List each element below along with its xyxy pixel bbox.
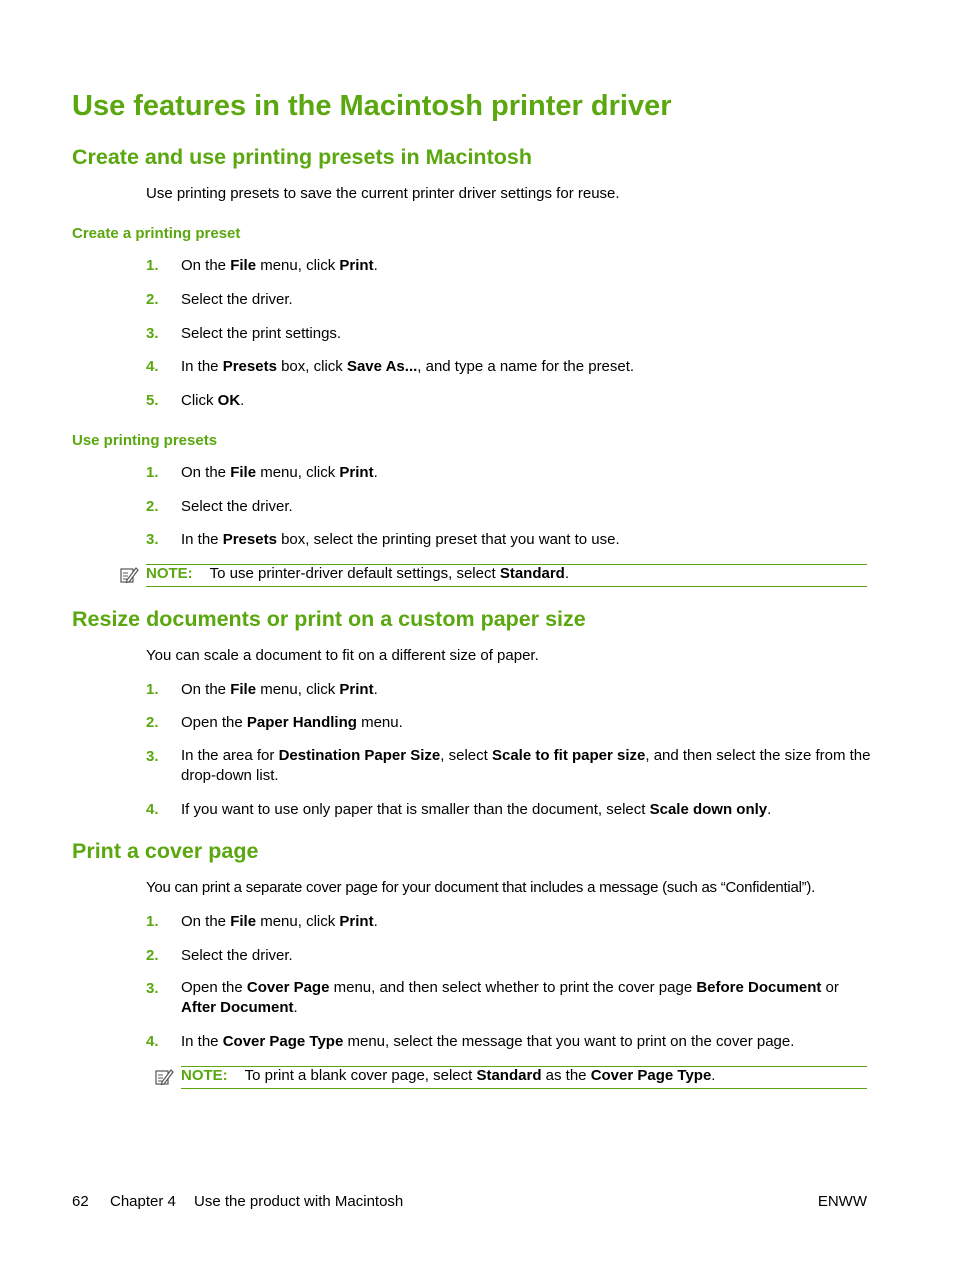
section-intro-presets: Use printing presets to save the current printer driver settings for reuse.: [146, 185, 620, 202]
subheading-create-preset: Create a printing preset: [72, 225, 241, 242]
step-text: On the File menu, click Print.: [181, 913, 378, 930]
step-text: Select the print settings.: [181, 325, 342, 342]
step-number: 1.: [146, 464, 159, 481]
step-text: Open the Cover Page menu, and then select whether to print the cover page Before Document or After Document.: [181, 979, 839, 1016]
note-label: NOTE:: [181, 1067, 228, 1084]
note-text: To print a blank cover page, select Standard as the Cover Page Type.: [244, 1067, 716, 1084]
chapter-title: Use the product with Macintosh: [194, 1193, 404, 1210]
step-text: Select the driver.: [181, 291, 293, 308]
step-number: 2.: [146, 714, 159, 731]
step-number: 2.: [146, 498, 159, 515]
step-number: 2.: [146, 291, 159, 308]
step-text: In the Presets box, click Save As..., and type a name for the preset.: [181, 358, 635, 375]
note-bottom-rule: [146, 586, 867, 587]
section-heading-presets: Create and use printing presets in Macintosh: [72, 145, 532, 169]
section-heading-resize: Resize documents or print on a custom paper size: [72, 607, 586, 631]
note-bottom-rule: [181, 1088, 867, 1089]
step-text: On the File menu, click Print.: [181, 681, 378, 698]
step-number: 4.: [146, 801, 159, 818]
note-content: [146, 565, 569, 583]
page-number: 62: [72, 1193, 89, 1210]
step-number: 3.: [146, 748, 159, 765]
chapter-label: Chapter 4: [110, 1193, 176, 1210]
subheading-use-presets: Use printing presets: [72, 432, 218, 449]
note-label: NOTE:: [146, 565, 193, 582]
footer-right-label: ENWW: [817, 1193, 867, 1210]
step-number: 1.: [146, 257, 159, 274]
note-text: To use printer-driver default settings, select Standard.: [209, 565, 569, 582]
step-number: 4.: [146, 1033, 159, 1050]
note-pencil-icon: [154, 1067, 174, 1087]
step-text: In the Presets box, select the printing preset that you want to use.: [181, 531, 620, 548]
step-number: 4.: [146, 358, 159, 375]
step-text: Select the driver.: [181, 498, 293, 515]
note-pencil-icon: [119, 565, 139, 585]
section-intro-cover-page: You can print a separate cover page for your document that includes a message (such as “Confidential”).: [146, 879, 816, 896]
step-number: 5.: [146, 392, 159, 409]
note-content: [181, 1067, 715, 1085]
step-text: In the area for Destination Paper Size, select Scale to fit paper size, and then select the size from the drop-down list.: [181, 747, 871, 784]
page-title: Use features in the Macintosh printer driver: [72, 90, 672, 122]
step-number: 1.: [146, 681, 159, 698]
step-number: 2.: [146, 947, 159, 964]
step-text: On the File menu, click Print.: [181, 257, 378, 274]
step-number: 3.: [146, 325, 159, 342]
step-text: Click OK.: [181, 392, 245, 409]
section-heading-cover-page: Print a cover page: [72, 839, 259, 863]
step-number: 3.: [146, 980, 159, 997]
step-text: In the Cover Page Type menu, select the message that you want to print on the cover page.: [181, 1033, 795, 1050]
section-intro-resize: You can scale a document to fit on a different size of paper.: [146, 647, 539, 664]
step-text: Open the Paper Handling menu.: [181, 714, 403, 731]
step-number: 3.: [146, 531, 159, 548]
step-number: 1.: [146, 913, 159, 930]
step-text: On the File menu, click Print.: [181, 464, 378, 481]
step-text: If you want to use only paper that is smaller than the document, select Scale down only.: [181, 801, 772, 818]
step-text: Select the driver.: [181, 947, 293, 964]
